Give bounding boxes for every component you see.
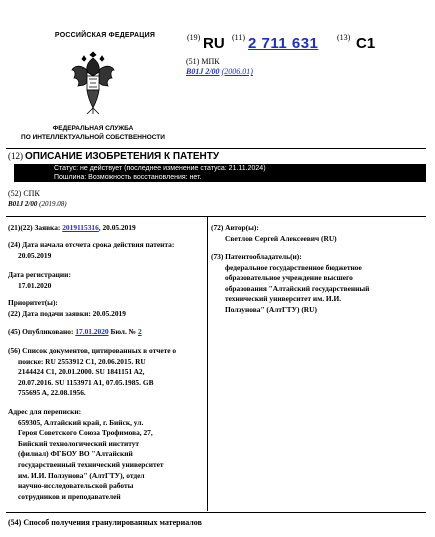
agency-name	[8, 124, 178, 142]
registration-label: Дата регистрации:	[8, 270, 71, 279]
code-11: (11)	[232, 33, 246, 42]
status-banner	[14, 164, 426, 182]
address-line: научно-исследовательской работы	[18, 481, 134, 491]
code-13: (13)	[337, 33, 351, 42]
agency-line-1: ФЕДЕРАЛЬНАЯ СЛУЖБА	[52, 125, 134, 132]
owner-line: федеральное государственное бюджетное	[225, 262, 362, 272]
code-19: (19)	[187, 33, 201, 42]
title-text: ОПИСАНИЕ ИЗОБРЕТЕНИЯ К ПАТЕНТУ	[25, 151, 220, 162]
cited-line: 2144424 C1, 20.01.2000. SU 1841151 A2,	[18, 367, 145, 377]
bulletin-number-link[interactable]: 2	[137, 327, 142, 336]
correspondence-address	[8, 407, 204, 502]
application-field	[8, 223, 136, 234]
address-line: сотрудников и преподавателей	[18, 491, 121, 501]
application-date: , 20.05.2019	[98, 223, 136, 232]
status-line: Статус: не действует (последнее изменение статуса: 21.11.2024)	[54, 165, 266, 172]
priority-value: (22) Дата подачи заявки: 20.05.2019	[8, 308, 126, 318]
address-line: Героя Советского Союза Трофимова, 27,	[18, 428, 153, 438]
owner-line: образовательное учреждение высшего	[225, 273, 353, 283]
bulletin-label: Бюл. №	[110, 327, 137, 336]
term-start-label: (24) Дата начала отсчета срока действия патента:	[8, 240, 175, 249]
registration-value: 17.01.2020	[18, 280, 52, 290]
term-start-value: 20.05.2019	[18, 250, 52, 260]
address-line: государственный технический университет	[18, 459, 164, 469]
fee-line: Пошлина: Возможность восстановления: нет.	[54, 173, 202, 181]
mpk-code-link[interactable]: B01J 2/00	[186, 67, 220, 76]
owner-line: образования "Алтайский государственный	[225, 283, 370, 293]
patent-number-link[interactable]: 2 711 631	[248, 35, 319, 52]
registration-field	[8, 270, 71, 291]
owner-line: технический университет им. И.И.	[225, 294, 342, 304]
invention-title: (54) Способ получения гранулированных материалов	[8, 518, 202, 527]
country-code: RU	[203, 35, 225, 52]
mpk-classification	[186, 67, 253, 76]
cited-line: 20.07.2016. SU 1153971 A1, 07.05.1985. GB	[18, 377, 154, 387]
title-code: (12)	[8, 151, 23, 161]
owner-field	[211, 252, 423, 316]
cited-documents	[8, 346, 204, 399]
application-number-link[interactable]: 2019115316	[62, 223, 99, 232]
spk-label: (52) СПК	[8, 189, 40, 198]
mpk-label: (51) МПК	[186, 57, 220, 66]
priority-label: Приоритет(ы):	[8, 298, 58, 307]
column-divider	[207, 216, 208, 511]
published-label: (45) Опубликовано:	[8, 327, 74, 336]
spk-code: B01J 2/00	[8, 200, 38, 208]
document-title	[8, 151, 219, 162]
cited-line: поиске: RU 2553912 C1, 20.06.2015. RU	[18, 356, 146, 366]
address-line: Бийский технологический институт	[18, 438, 140, 448]
author-label: (72) Автор(ы):	[211, 223, 259, 232]
cited-line: (56) Список документов, цитированных в отчете о	[8, 346, 177, 355]
address-line: (филиал) ФГБОУ ВО "Алтайский	[18, 449, 133, 459]
spk-classification	[8, 200, 67, 208]
address-line: им. И.И. Ползунова" (АлтГТУ), отдел	[18, 470, 145, 480]
address-label: Адрес для переписки:	[8, 407, 82, 416]
term-start-field	[8, 240, 174, 261]
author-field	[211, 223, 423, 244]
address-line: 659305, Алтайский край, г. Бийск, ул.	[18, 417, 144, 427]
cited-line: 755695 A, 22.08.1956.	[18, 388, 86, 398]
country-authority: РОССИЙСКАЯ ФЕДЕРАЦИЯ	[54, 32, 156, 39]
owner-line: Ползунова" (АлтГТУ) (RU)	[225, 304, 317, 314]
priority-field	[8, 298, 126, 319]
coat-of-arms-icon	[70, 48, 116, 116]
agency-line-2: ПО ИНТЕЛЛЕКТУАЛЬНОЙ СОБСТВЕННОСТИ	[21, 134, 165, 141]
application-label: (21)(22) Заявка:	[8, 223, 61, 232]
owner-label: (73) Патентообладатель(и):	[211, 252, 302, 261]
mpk-version-link[interactable]: (2006.01)	[221, 67, 253, 76]
published-date-link[interactable]: 17.01.2020	[75, 327, 109, 336]
kind-code: C1	[356, 35, 376, 52]
author-value: Светлов Сергей Алексеевич (RU)	[225, 233, 337, 243]
spk-version: (2019.08)	[39, 200, 67, 208]
divider	[6, 148, 426, 149]
published-field	[8, 327, 142, 338]
